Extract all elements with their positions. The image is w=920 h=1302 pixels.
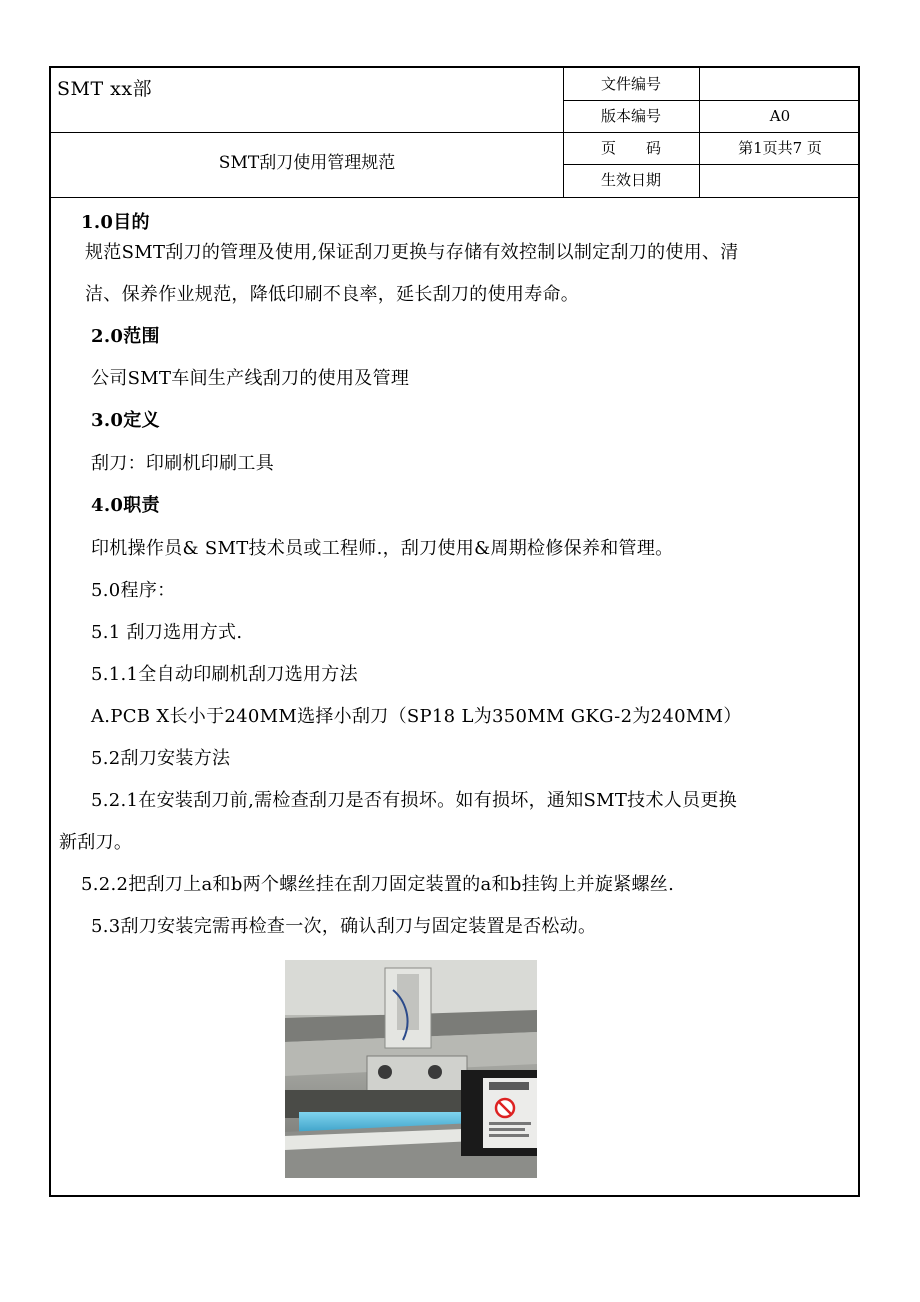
paragraph-line: 5.2.2把刮刀上a和b两个螺丝挂在刮刀固定装置的a和b挂钩上并旋紧螺丝. <box>81 874 675 895</box>
paragraph-line: 5.1.1全自动印刷机刮刀选用方法 <box>91 664 358 685</box>
paragraph-line: 5.1 刮刀选用方式. <box>91 622 243 643</box>
paragraph-line: 5.3刮刀安装完需再检查一次，确认刮刀与固定装置是否松动。 <box>91 916 597 937</box>
paragraph-line: 5.2.1在安装刮刀前,需检查刮刀是否有损坏。如有损坏，通知SMT技术人员更换 <box>91 790 737 811</box>
effective-date-label: 生效日期 <box>600 171 661 189</box>
paragraph-line: 新刮刀。 <box>59 832 133 853</box>
section-heading: 1.0目的 <box>81 212 150 233</box>
section-heading: 4.0职责 <box>91 495 160 516</box>
paragraph-line: 刮刀：印刷机印刷工具 <box>91 453 274 474</box>
section-heading: 3.0定义 <box>91 410 160 431</box>
paragraph-line: 5.2刮刀安装方法 <box>91 748 231 769</box>
paragraph-line: A.PCB X长小于240MM选择小刮刀（SP18 L为350MM GKG-2为240MM） <box>91 706 742 727</box>
document-frame <box>49 66 860 1197</box>
paragraph-line: 洁、保养作业规范，降低印刷不良率，延长刮刀的使用寿命。 <box>85 284 580 305</box>
document-title: SMT刮刀使用管理规范 <box>218 153 396 173</box>
page-label: 页 码 <box>600 139 661 157</box>
header-table <box>51 68 858 198</box>
paragraph-line: 印机操作员& SMT技术员或工程师.，刮刀使用&周期检修保养和管理。 <box>91 538 674 559</box>
squeegee-photo <box>285 960 537 1178</box>
department-name: SMT xx部 <box>57 78 153 100</box>
page-value: 第1页共7 页 <box>738 139 822 157</box>
paragraph-line: 规范SMT刮刀的管理及使用,保证刮刀更换与存储有效控制以制定刮刀的使用、清 <box>85 242 739 263</box>
paragraph-line: 公司SMT车间生产线刮刀的使用及管理 <box>91 368 410 389</box>
doc-number-label: 文件编号 <box>600 75 661 93</box>
section-heading: 2.0范围 <box>91 326 160 347</box>
version-label: 版本编号 <box>600 107 661 125</box>
version-value: A0 <box>769 107 791 125</box>
section-heading: 5.0程序： <box>91 580 176 601</box>
